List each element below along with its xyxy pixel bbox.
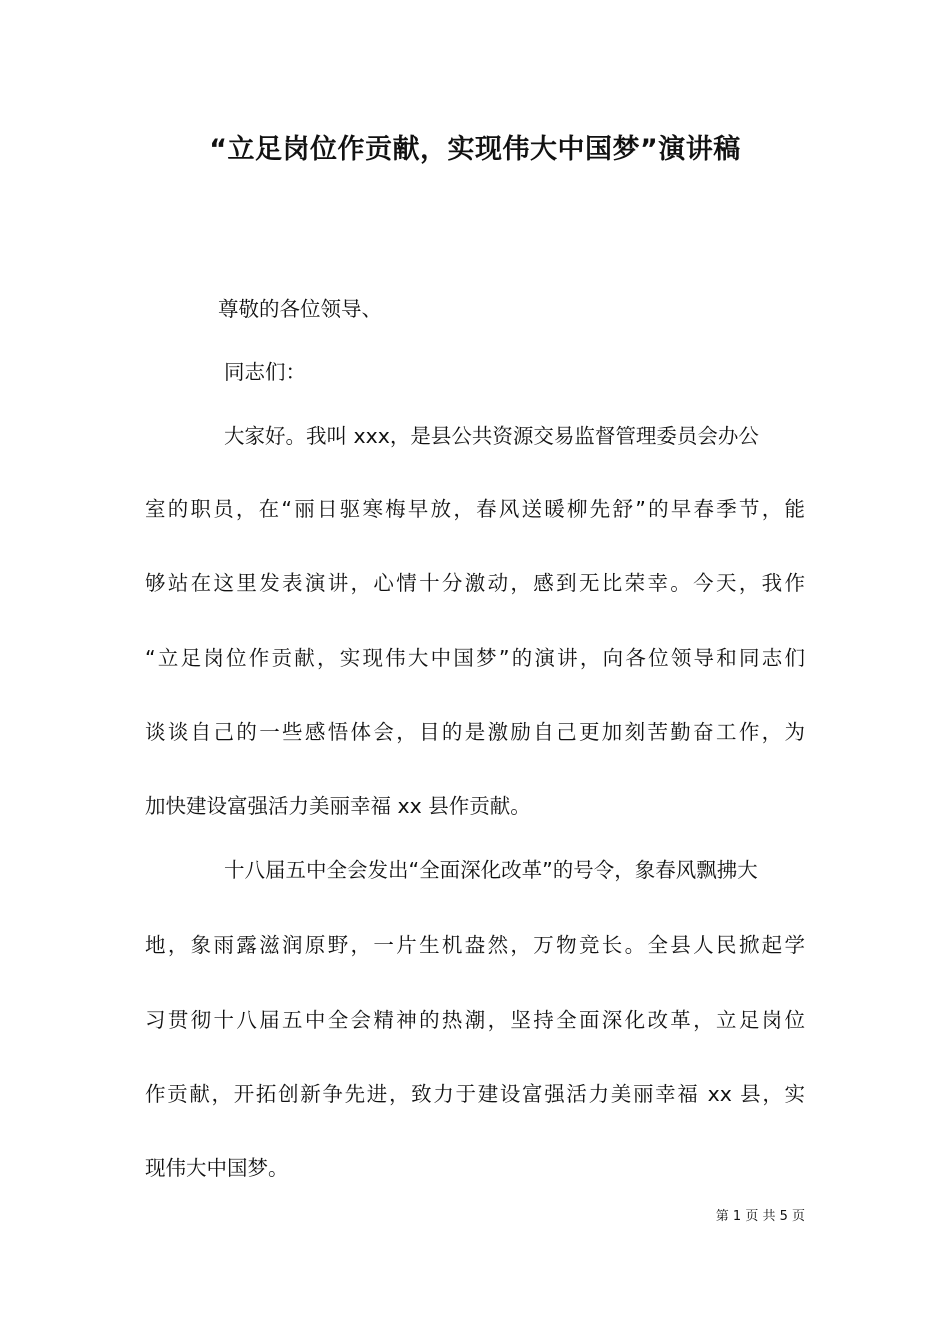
document-title: “立足岗位作贡献，实现伟大中国梦”演讲稿 bbox=[209, 134, 741, 165]
paragraph-line: 谈谈自己的一些感悟体会，目的是激励自己更加刻苦勤奋工作，为 bbox=[145, 720, 805, 744]
salutation-line-1: 尊敬的各位领导、 bbox=[218, 297, 382, 321]
paragraph-line: “立足岗位作贡献，实现伟大中国梦”的演讲，向各位领导和同志们 bbox=[145, 646, 805, 670]
paragraph-line: 现伟大中国梦。 bbox=[145, 1156, 289, 1180]
paragraph-line: 十八届五中全会发出“全面深化改革”的号令，象春风飘拂大 bbox=[224, 858, 758, 882]
paragraph-line: 加快建设富强活力美丽幸福 xx 县作贡献。 bbox=[145, 794, 531, 818]
paragraph-line: 室的职员，在“丽日驱寒梅早放，春风送暖柳先舒”的早春季节，能 bbox=[145, 497, 805, 521]
paragraph-line: 够站在这里发表演讲，心情十分激动，感到无比荣幸。今天，我作 bbox=[145, 571, 805, 595]
paragraph-line: 地，象雨露滋润原野，一片生机盎然，万物竞长。全县人民掀起学 bbox=[145, 933, 805, 957]
salutation-line-2: 同志们： bbox=[224, 360, 306, 384]
page-number-footer: 第 1 页 共 5 页 bbox=[715, 1209, 805, 1224]
paragraph-line: 习贯彻十八届五中全会精神的热潮，坚持全面深化改革，立足岗位 bbox=[145, 1008, 805, 1032]
paragraph-line: 作贡献，开拓创新争先进，致力于建设富强活力美丽幸福 xx 县，实 bbox=[145, 1082, 805, 1106]
paragraph-line: 大家好。我叫 xxx，是县公共资源交易监督管理委员会办公 bbox=[224, 424, 759, 448]
